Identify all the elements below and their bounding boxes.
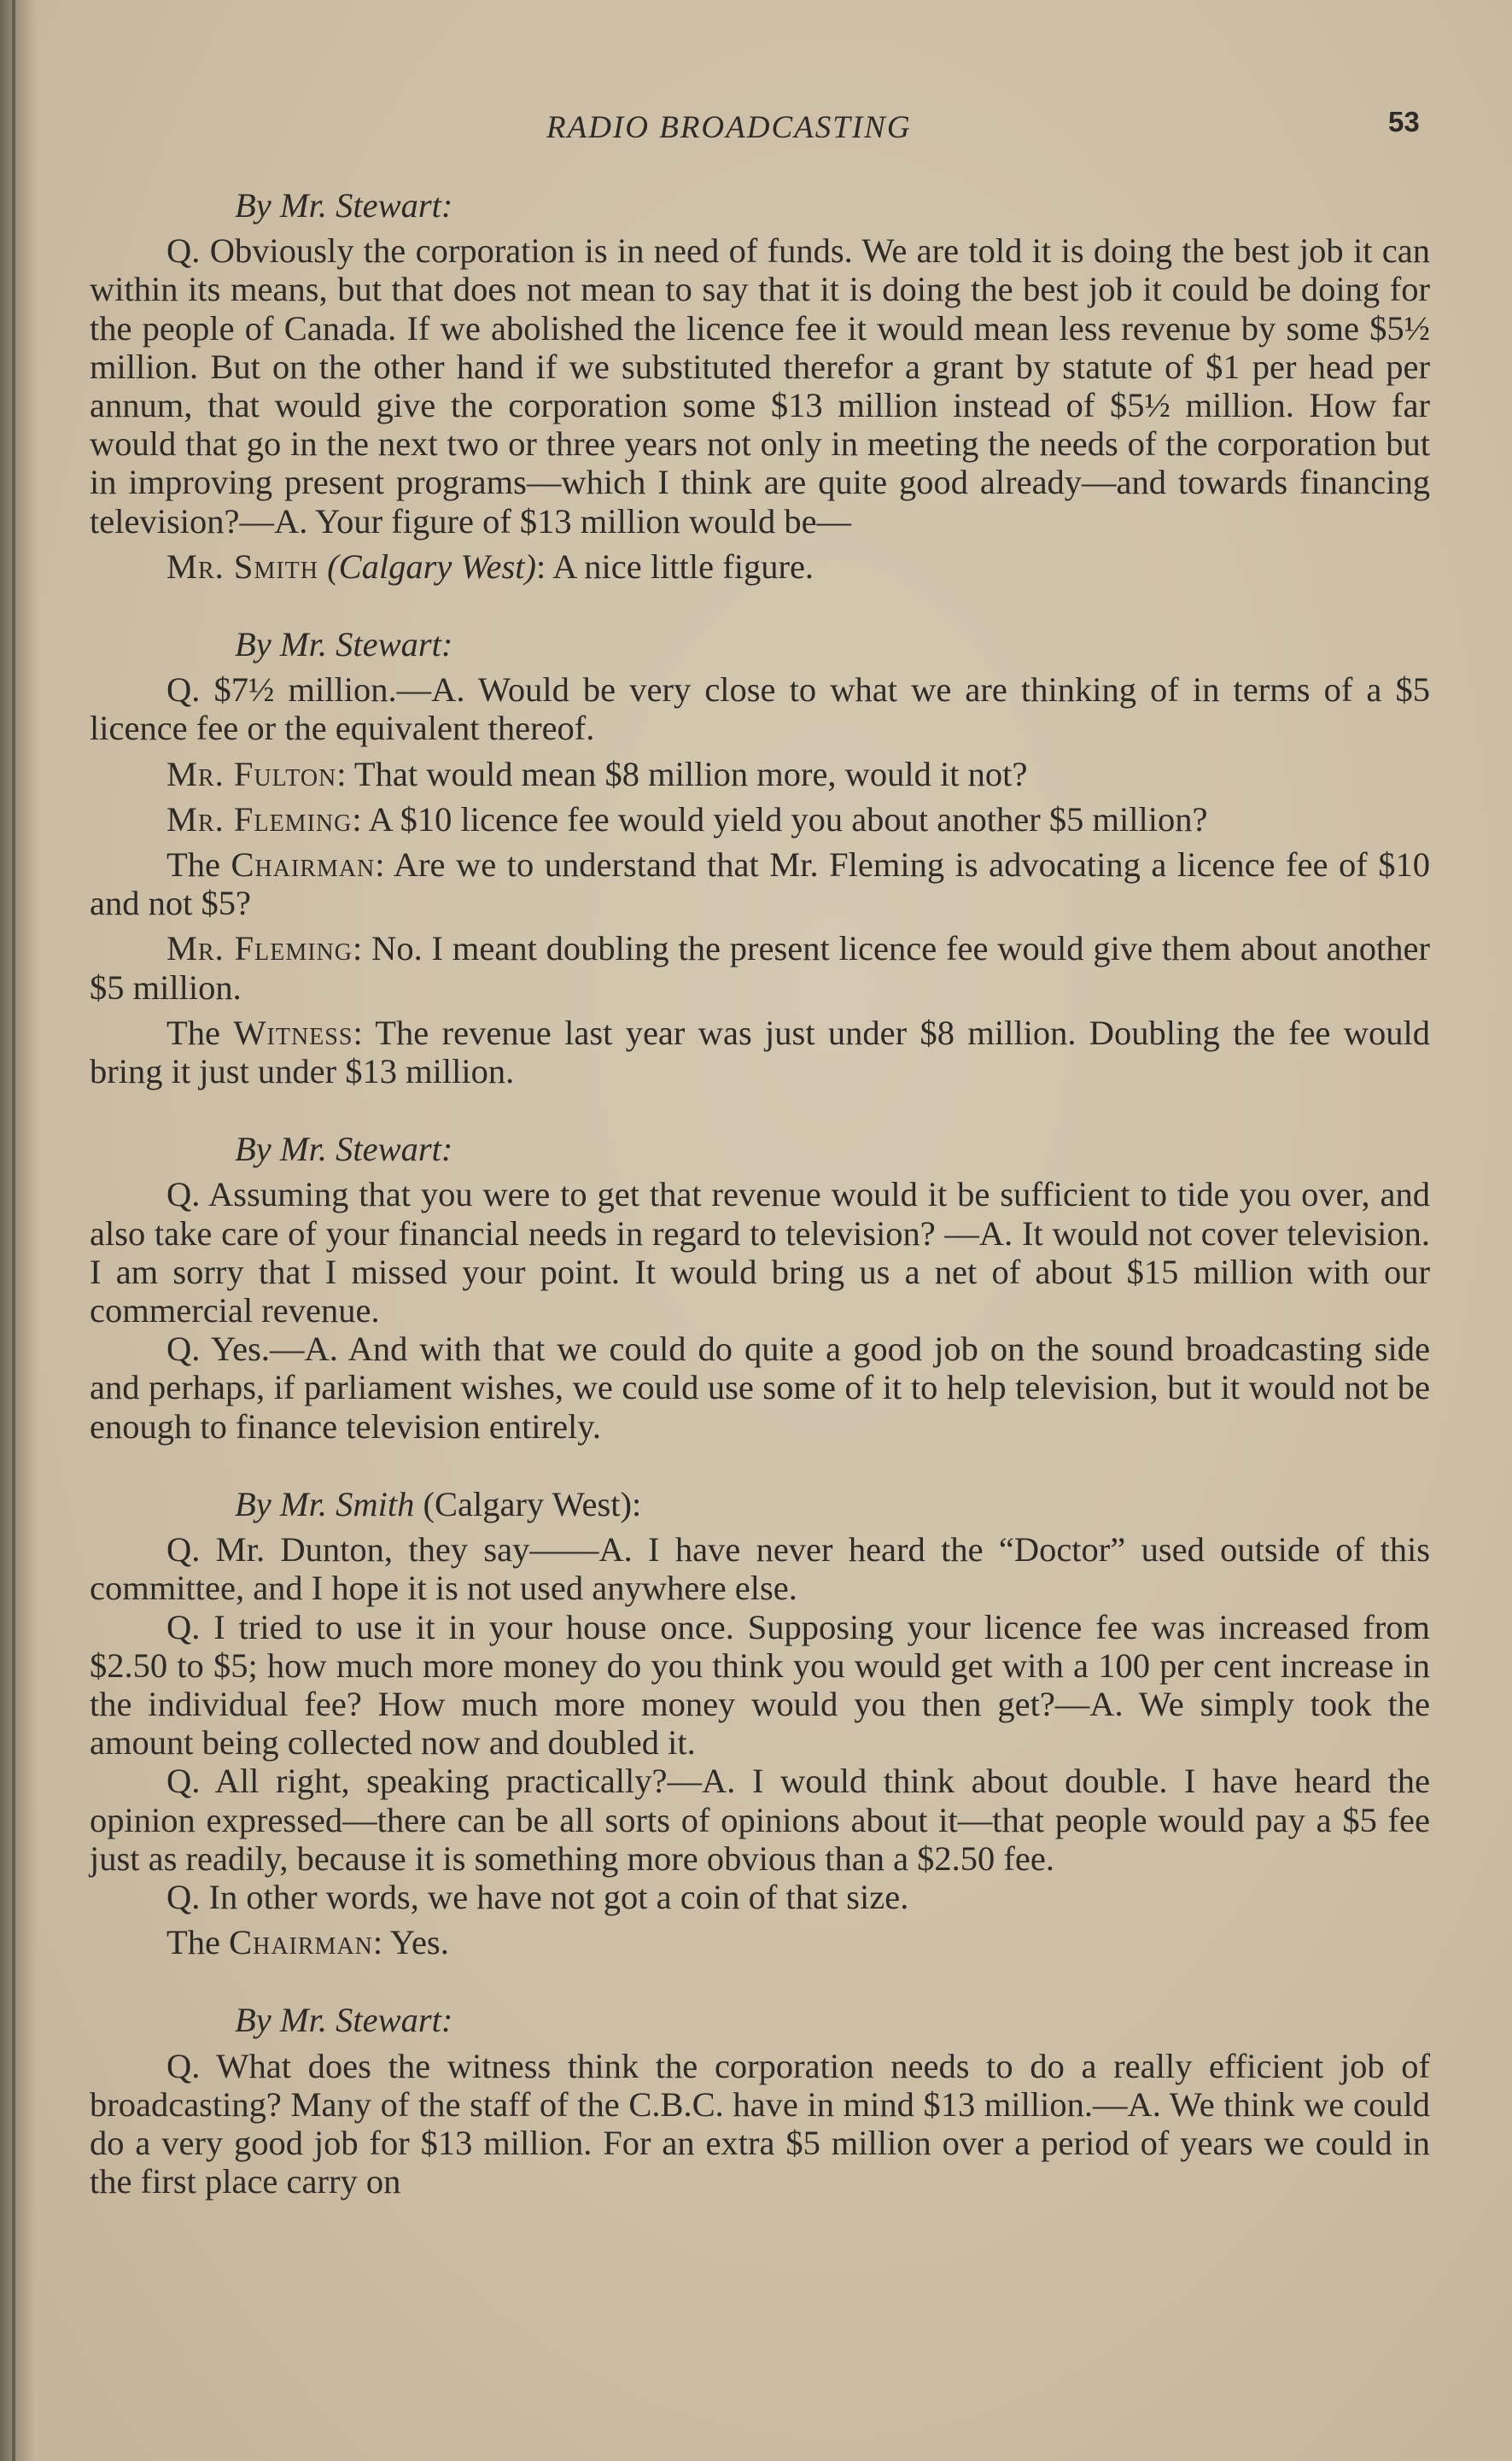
paragraph: Q. I tried to use it in your house once. Supposing your licence fee was increased from $2.50 to $5; how much more money do you think you would get with a 100 per cent increase in the individual fee? How much more money would you then get?—A. We simply took the amount being collected now and doubled it. xyxy=(90,1607,1430,1762)
speaker-heading-riding: (Calgary West): xyxy=(423,1484,642,1523)
paragraph: Q. $7½ million.—A. Would be very close to what we are thinking of in terms of a $5 licence fee or the equivalent thereof. xyxy=(90,670,1430,748)
speech-text: : The revenue last year was just under $8 million. Doubling the fee would bring it just under $13 million. xyxy=(90,1013,1430,1091)
transcript-body xyxy=(90,186,1430,2201)
speaker-name: Mr. Fleming xyxy=(166,929,353,968)
paragraph: Q. Mr. Dunton, they say——A. I have never heard the “Doctor” used outside of this committee, and I hope it is not used anywhere else. xyxy=(90,1530,1430,1608)
speaker-name: Chairman xyxy=(231,845,376,885)
speaker-prefix: The xyxy=(166,1013,220,1052)
speaker-name: Mr. Fleming xyxy=(166,799,353,839)
paragraph: Q. Obviously the corporation is in need of funds. We are told it is doing the best job it can within its means, but that does not mean to say that it is doing the best job it could be doing for the people of Canada. If we abolished the licence fee it would mean less revenue by some $5½ million. But on the other hand if we substituted therefor a grant by statute of $1 per head per annum, that would give the corporation some $13 million instead of $5½ million. How far would that go in the next two or three years not only in meeting the needs of the corporation but in improving present programs—which I think are quite good already—and towards financing television?—A. Your figure of $13 million would be— xyxy=(90,231,1430,541)
speech-text: : That would mean $8 million more, would it not? xyxy=(336,754,1028,793)
speech-paragraph xyxy=(90,1014,1430,1090)
paragraph: Q. What does the witness think the corporation needs to do a really efficient job of broadcasting? Many of the staff of the C.B.C. have in mind $13 million.—A. We think we could do a very good job for $13 million. For an extra $5 million over a period of years we could in the first place carry on xyxy=(90,2046,1430,2201)
running-header xyxy=(0,101,1512,152)
speech-text: : Yes. xyxy=(372,1923,449,1962)
speech-paragraph xyxy=(90,1923,1430,1961)
paragraph: Q. In other words, we have not got a coin of that size. xyxy=(166,1877,909,1916)
speaker-heading: By Mr. Stewart: xyxy=(235,625,453,664)
speech-text: : No. I meant doubling the present licence fee would give them about another $5 million. xyxy=(90,929,1430,1007)
speech-text: : A $10 licence fee would yield you about another $5 million? xyxy=(352,799,1208,839)
paragraph: Q. Assuming that you were to get that revenue would it be sufficient to tide you over, and also take care of your financial needs in regard to television? —A. It would not cover television. I am sorry that I missed your point. It would bring us a net of about $15 million with our commercial revenue. xyxy=(90,1175,1430,1330)
speech-paragraph xyxy=(90,547,1430,586)
speaker-heading-name: By Mr. Smith xyxy=(235,1484,415,1523)
speech-paragraph xyxy=(90,929,1430,1006)
speech-paragraph xyxy=(90,845,1430,922)
page-number: 53 xyxy=(1388,106,1420,137)
paragraph: Q. All right, speaking practically?—A. I would think about double. I have heard the opinion expressed—there can be all sorts of opinions about it—that people would pay a $5 fee just as readily, because it is something more obvious than a $2.50 fee. xyxy=(90,1762,1430,1878)
speaker-name: Chairman xyxy=(229,1923,373,1962)
speaker-riding: (Calgary West) xyxy=(327,547,536,586)
speaker-heading: By Mr. Stewart: xyxy=(235,1130,453,1169)
speaker-heading: By Mr. Stewart: xyxy=(235,186,453,225)
speaker-prefix: The xyxy=(166,1923,220,1962)
running-title: RADIO BROADCASTING xyxy=(546,110,912,145)
speech-paragraph xyxy=(90,755,1430,793)
speech-text: : A nice little figure. xyxy=(536,547,814,586)
speaker-name: Mr. Fulton xyxy=(166,754,337,793)
speaker-name: Witness xyxy=(233,1013,353,1052)
speech-paragraph xyxy=(90,800,1430,839)
paragraph: Q. Yes.—A. And with that we could do quite a good job on the sound broadcasting side and perhaps, if parliament wishes, we could use some of it to help television, but it would not be enough to finance television entirely. xyxy=(90,1330,1430,1446)
speaker-name: Mr. Smith xyxy=(166,547,319,586)
speaker-heading xyxy=(235,1485,1430,1523)
speaker-prefix: The xyxy=(166,845,220,885)
speaker-heading: By Mr. Stewart: xyxy=(235,2001,453,2040)
speech-text: : Are we to understand that Mr. Fleming is advocating a licence fee of $10 and not $5? xyxy=(90,845,1430,923)
book-binding-edge xyxy=(0,0,38,2461)
